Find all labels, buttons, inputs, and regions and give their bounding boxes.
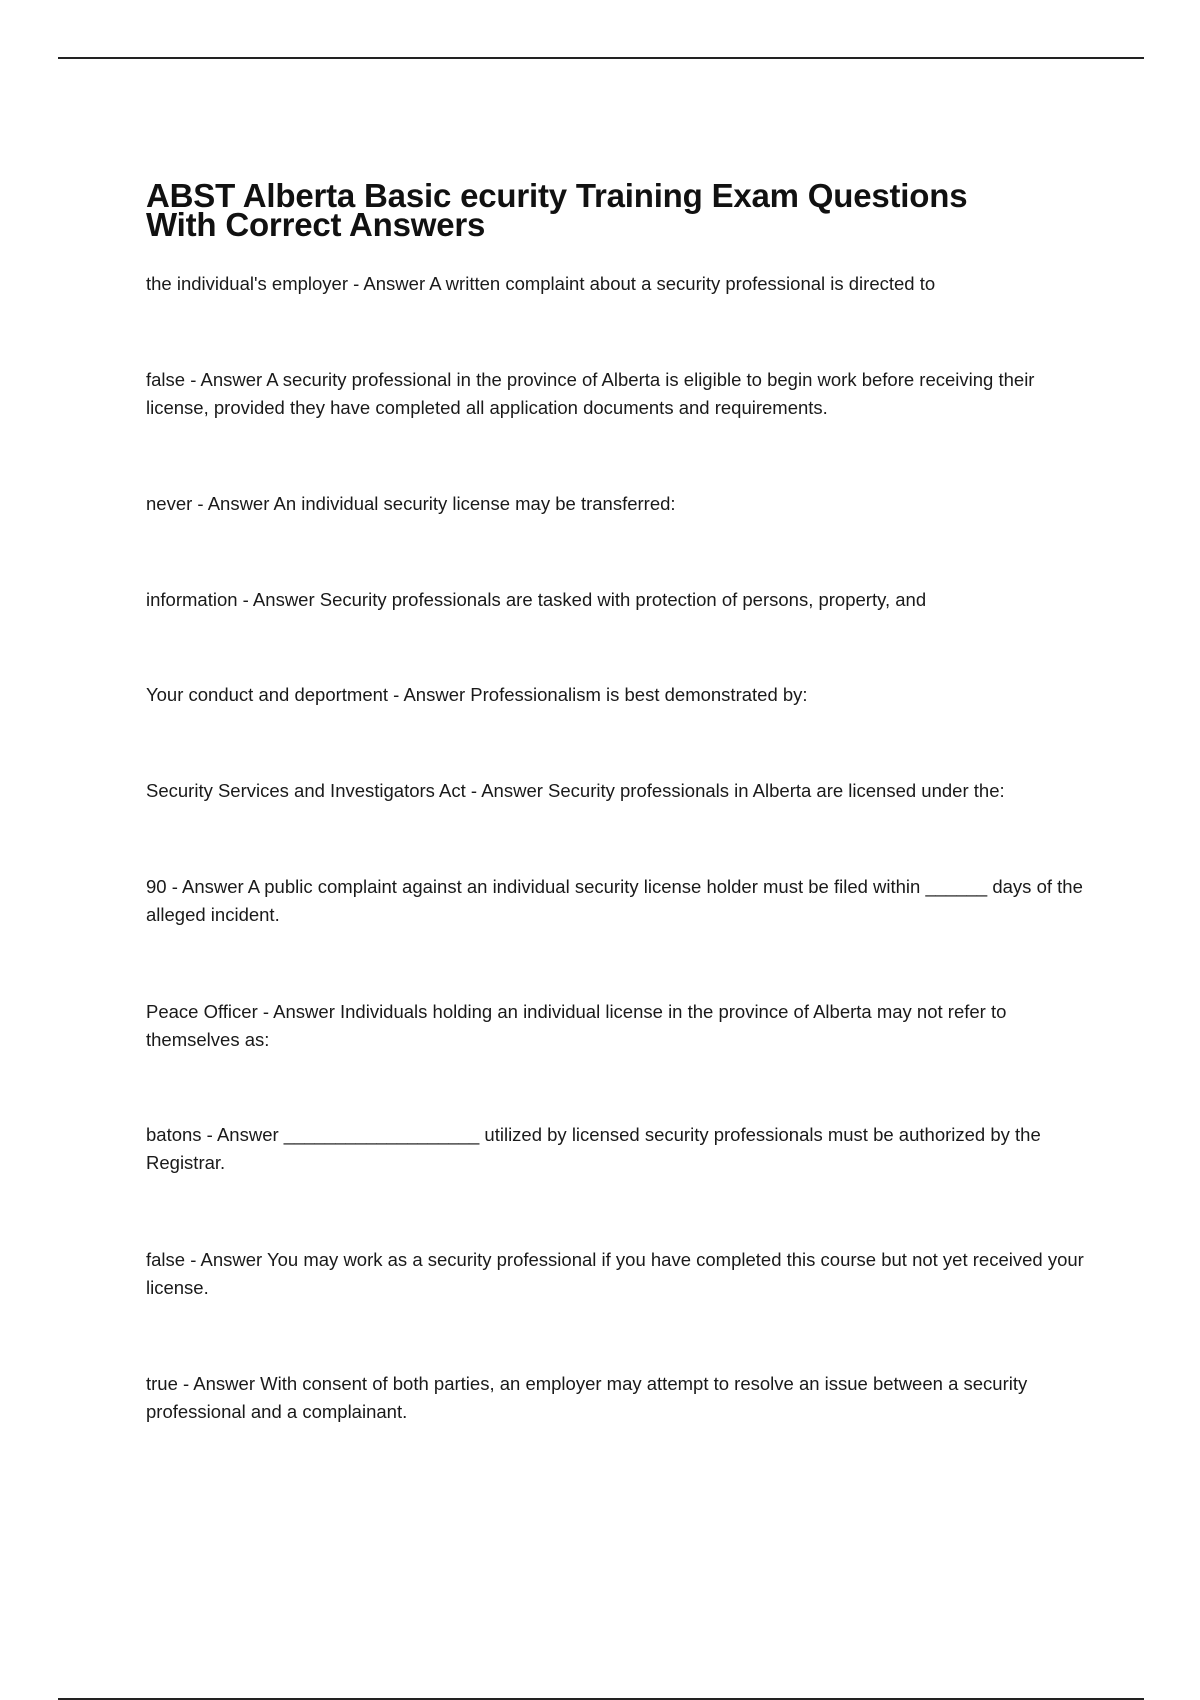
qa-item-10: false - Answer You may work as a security professional if you have completed this course but not yet received your license. [146, 1249, 1084, 1298]
qa-item-3: never - Answer An individual security license may be transferred: [146, 493, 676, 514]
qa-item-2: false - Answer A security professional in the province of Alberta is eligible to begin work before receiving their license, provided they have completed all application documents and requirements. [146, 369, 1035, 418]
qa-item-4: information - Answer Security professionals are tasked with protection of persons, property, and [146, 589, 927, 610]
qa-item-1: the individual's employer - Answer A written complaint about a security professional is directed to [146, 273, 936, 294]
top-divider [58, 57, 1144, 59]
document-title [146, 177, 1106, 243]
qa-item-5: Your conduct and deportment - Answer Professionalism is best demonstrated by: [146, 684, 808, 705]
title-line-1: ABST Alberta Basic ecurity Training Exam Questions [146, 177, 968, 214]
qa-item-9: batons - Answer ___________________ utilized by licensed security professionals must be authorized by the Registrar. [146, 1124, 1041, 1173]
qa-item-8: Peace Officer - Answer Individuals holding an individual license in the province of Alberta may not refer to themselves as: [146, 1001, 1007, 1050]
title-line-2: With Correct Answers [146, 206, 486, 243]
qa-item-7: 90 - Answer A public complaint against an individual security license holder must be filed within ______ days of the alleged incident. [146, 876, 1083, 925]
qa-item-6: Security Services and Investigators Act - Answer Security professionals in Alberta are licensed under the: [146, 780, 1005, 801]
qa-item-11: true - Answer With consent of both parties, an employer may attempt to resolve an issue between a security professional and a complainant. [146, 1373, 1028, 1422]
